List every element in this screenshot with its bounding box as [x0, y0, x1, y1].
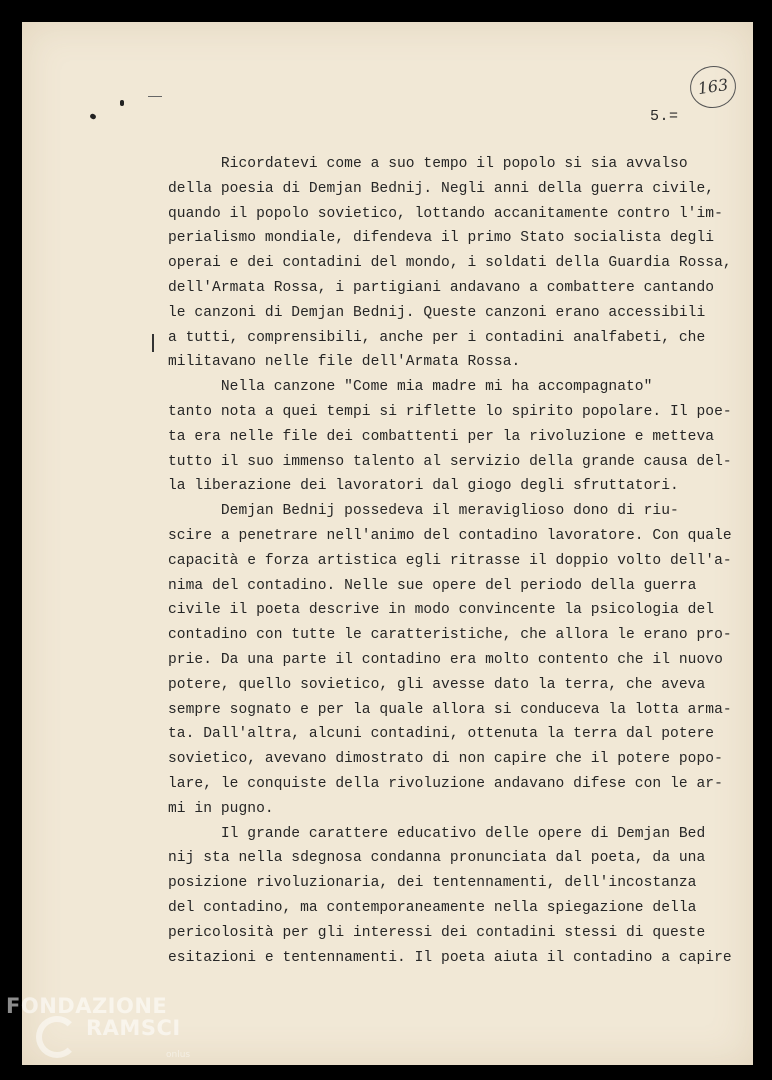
watermark-line-onlus: onlus: [166, 1050, 191, 1060]
text-line: mi in pugno.: [168, 800, 274, 817]
margin-pencil-mark: [152, 334, 154, 352]
text-line: lare, le conquiste della rivoluzione andavano difese con le ar-: [168, 775, 723, 792]
text-line: militavano nelle file dell'Armata Rossa.: [168, 354, 521, 371]
text-line: operai e dei contadini del mondo, i soldati della Guardia Rossa,: [168, 255, 732, 272]
text-line: perialismo mondiale, difendeva il primo Stato socialista degli: [168, 230, 715, 247]
fondazione-gramsci-watermark: [6, 994, 196, 1074]
text-line: sovietico, avevano dimostrato di non capire che il potere popo-: [168, 751, 723, 768]
text-line: dell'Armata Rossa, i partigiani andavano a combattere cantando: [168, 279, 715, 296]
text-line: Ricordatevi come a suo tempo il popolo si sia avvalso: [168, 156, 688, 172]
text-line: quando il popolo sovietico, lottando accanitamente contro l'im-: [168, 205, 723, 222]
text-line: della poesia di Demjan Bednij. Negli anni della guerra civile,: [168, 180, 715, 197]
text-line: tutto il suo immenso talento al servizio della grande causa del-: [168, 453, 732, 470]
document-page: [22, 22, 753, 1065]
watermark-line-fondazione: FONDAZIONE: [6, 994, 168, 1018]
text-line: contadino con tutte le caratteristiche, che allora le erano pro-: [168, 627, 732, 644]
text-line: Il grande carattere educativo delle opere di Demjan Bed: [168, 825, 706, 842]
text-line: nima del contadino. Nelle sue opere del periodo della guerra: [168, 577, 697, 594]
text-line: scire a penetrare nell'animo del contadino lavoratore. Con quale: [168, 527, 732, 544]
text-line: Nella canzone "Come mia madre mi ha accompagnato": [168, 379, 653, 396]
text-line: capacità e forza artistica egli ritrasse il doppio volto dell'a-: [168, 552, 732, 569]
text-line: pericolosità per gli interessi dei contadini stessi di queste: [168, 924, 706, 941]
text-line: la liberazione dei lavoratori dal giogo degli sfruttatori.: [168, 478, 679, 495]
text-line: potere, quello sovietico, gli avesse dato la terra, che aveva: [168, 676, 706, 693]
text-line: tanto nota a quei tempi si riflette lo spirito popolare. Il poe-: [168, 403, 732, 420]
ink-dot-mark: [120, 100, 124, 106]
text-line: le canzoni di Demjan Bednij. Queste canzoni erano accessibili: [168, 304, 706, 321]
text-line: a tutti, comprensibili, anche per i contadini analfabeti, che: [168, 329, 706, 346]
archive-number-stamp: 163: [687, 63, 738, 111]
text-line: esitazioni e tentennamenti. Il poeta aiuta il contadino a capire: [168, 949, 732, 966]
watermark-line-gramsci: RAMSCI: [86, 1016, 181, 1040]
text-line: nij sta nella sdegnosa condanna pronunciata dal poeta, da una: [168, 850, 706, 867]
typewritten-text-body: [168, 152, 748, 970]
text-line: civile il poeta descrive in modo convincente la psicologia del: [168, 602, 715, 619]
text-line: ta. Dall'altra, alcuni contadini, ottenuta la terra dal potere: [168, 726, 715, 743]
page-number: 5.=: [650, 108, 679, 125]
text-line: sempre sognato e per la quale allora si conduceva la lotta arma-: [168, 701, 732, 718]
watermark-g-logo-icon: [36, 1016, 78, 1058]
text-line: prie. Da una parte il contadino era molto contento che il nuovo: [168, 651, 723, 668]
ink-dot-mark: [89, 113, 97, 120]
text-line: Demjan Bednij possedeva il meraviglioso dono di riu-: [168, 503, 679, 520]
text-line: posizione rivoluzionaria, dei tentennamenti, dell'incostanza: [168, 875, 697, 892]
text-line: del contadino, ma contemporaneamente nella spiegazione della: [168, 899, 697, 916]
ink-dash-mark: [148, 96, 162, 97]
text-line: ta era nelle file dei combattenti per la rivoluzione e metteva: [168, 428, 715, 445]
